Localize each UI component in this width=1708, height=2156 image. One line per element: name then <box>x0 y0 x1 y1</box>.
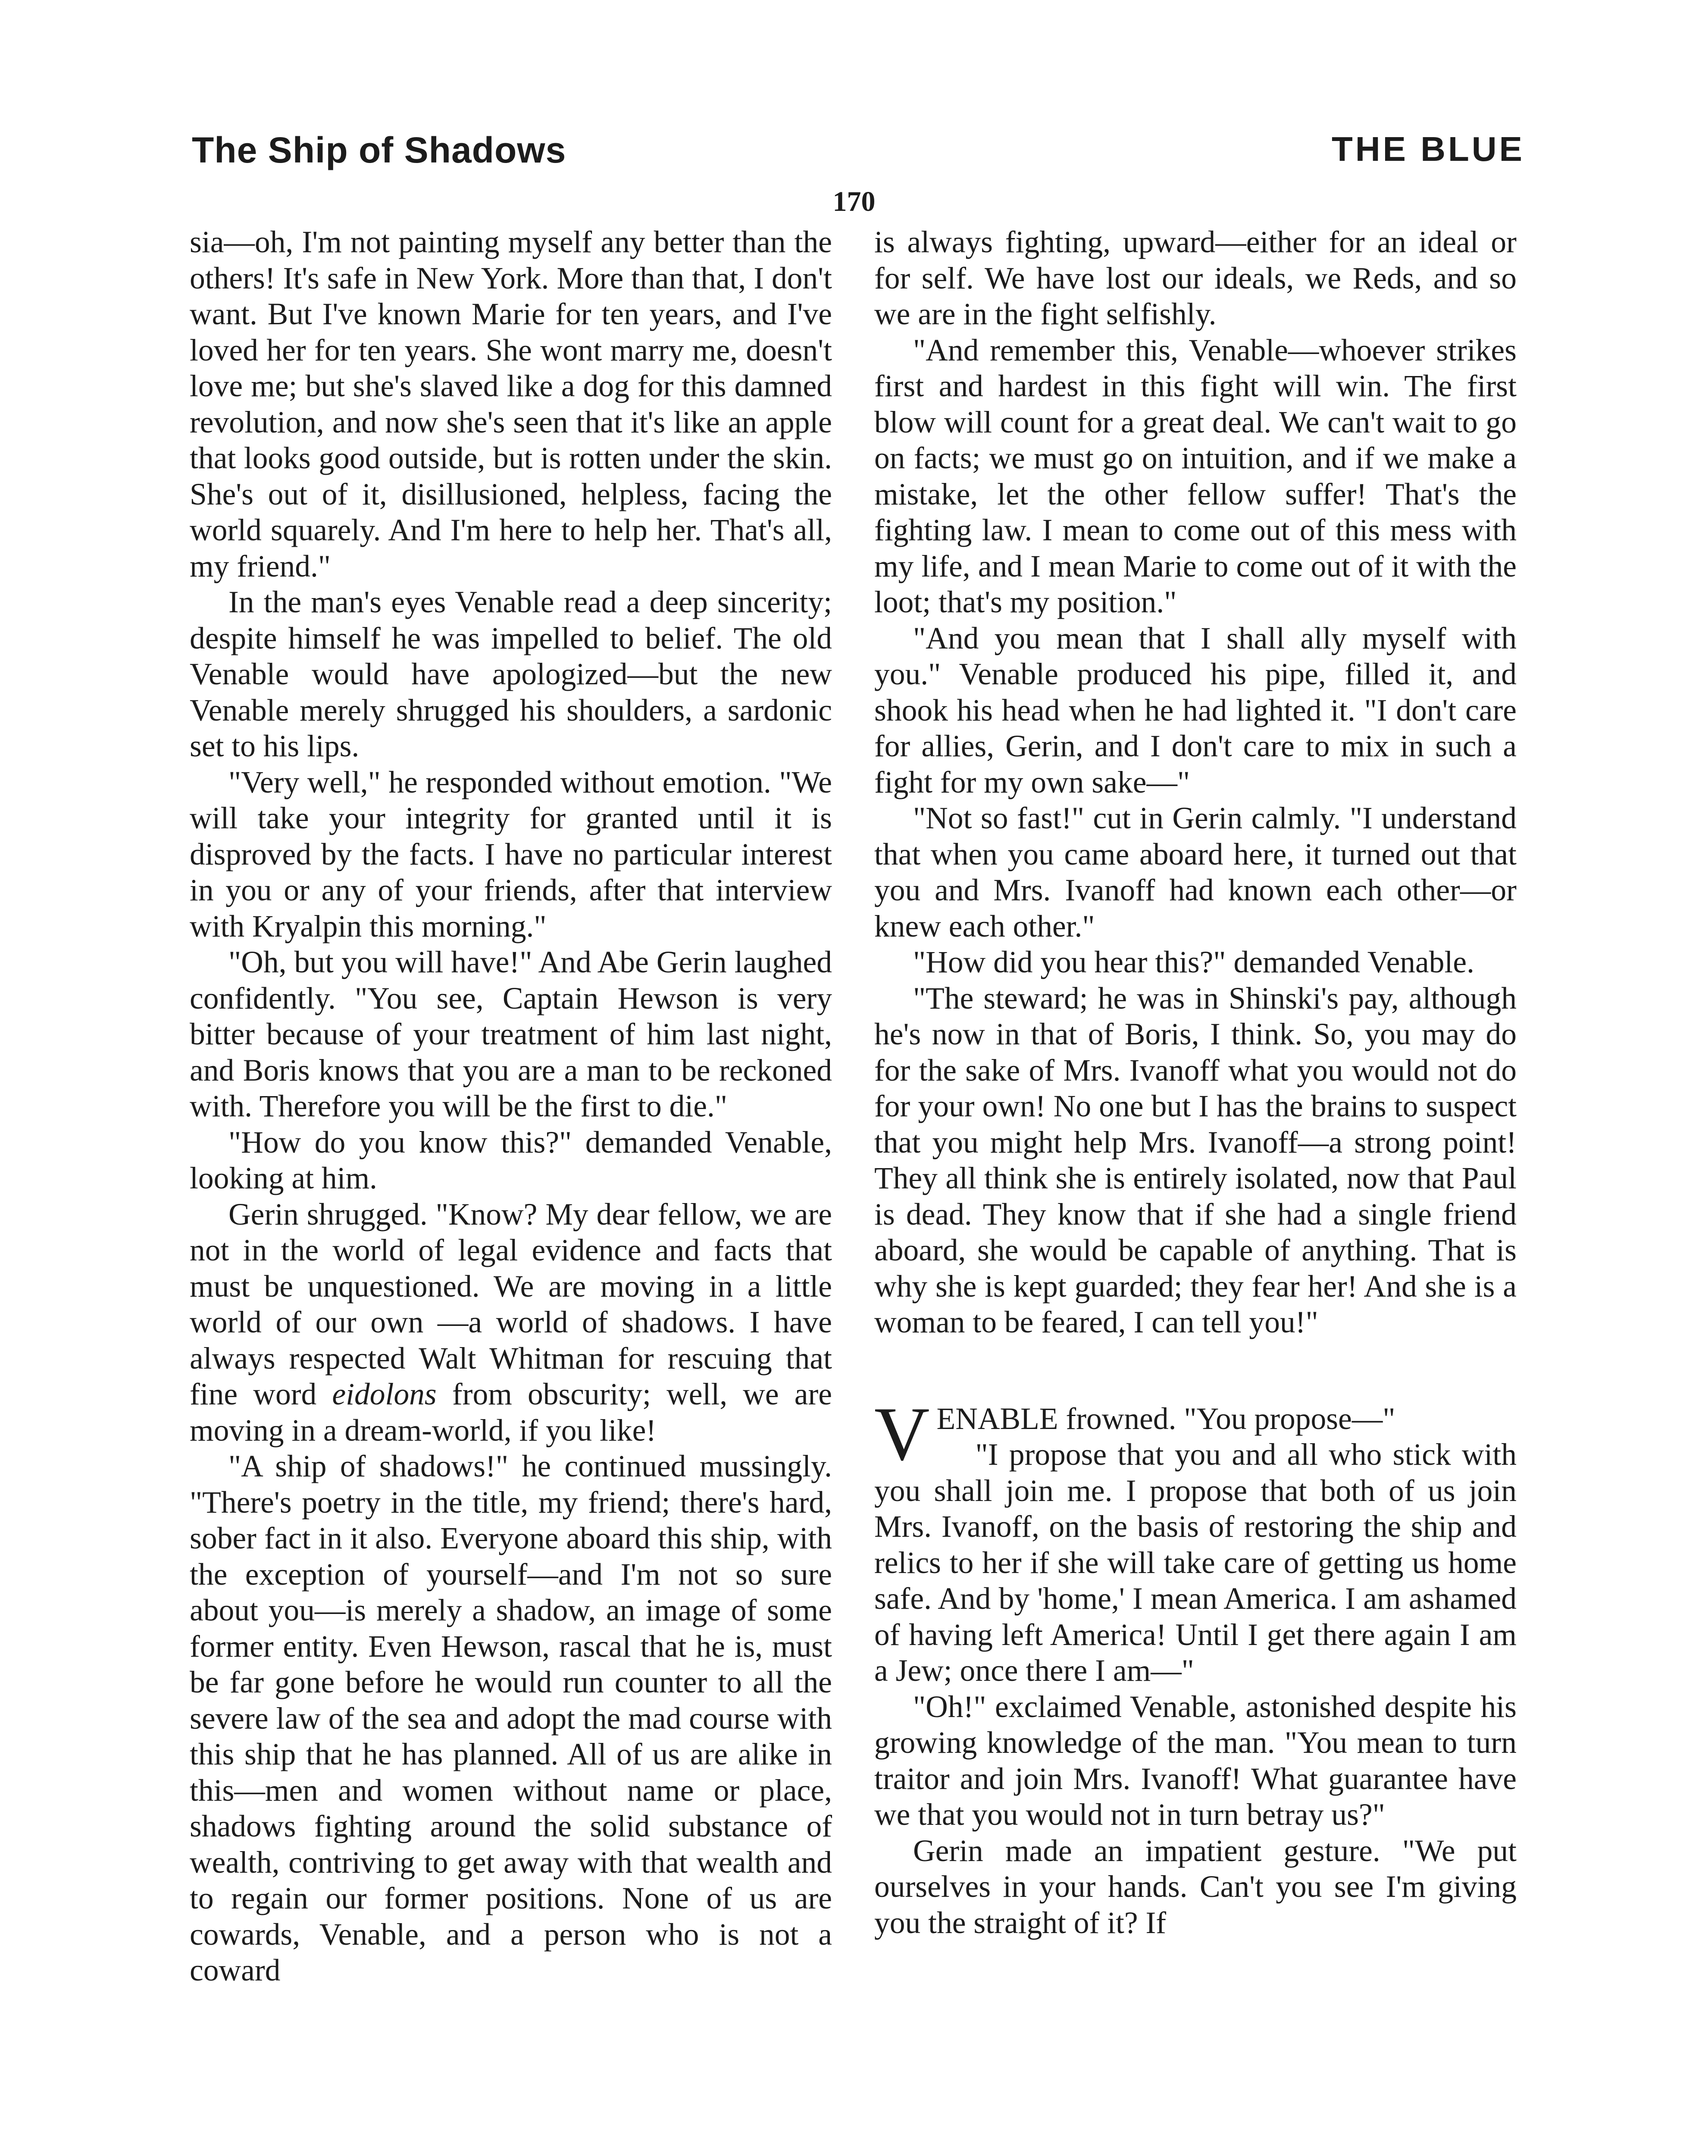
paragraph: "How do you know this?" demanded Venable, looking at him. <box>190 1125 832 1195</box>
paragraph: "Not so fast!" cut in Gerin calmly. "I understand that when you came aboard here, it turned out that you and Mrs. Ivanoff had known each other—or knew each other." <box>874 801 1517 943</box>
paragraph: Gerin made an impatient gesture. "We put ourselves in your hands. Can't you see I'm giving you the straight of it? If <box>874 1833 1517 1940</box>
paragraph: "Oh!" exclaimed Venable, astonished despite his growing knowledge of the man. "You mean to turn traitor and join Mrs. Ivanoff! What guarantee have we that you would not in turn betray us?" <box>874 1689 1517 1832</box>
story-title: The Ship of Shadows <box>192 130 566 170</box>
paragraph: "How did you hear this?" demanded Venable. <box>913 945 1475 979</box>
small-caps-word: ENABLE <box>936 1401 1058 1436</box>
drop-cap: V <box>874 1391 930 1476</box>
paragraph-text: Gerin shrugged. "Know? My dear fellow, we are not in the world of legal evidence and facts that must be unquestioned. We are moving in a little world of our own —a world of shadows. I have always respected Walt Whitman for rescuing that fine word <box>190 1197 832 1411</box>
magazine-title: THE BLUE <box>1332 130 1525 168</box>
left-column <box>190 224 832 1989</box>
paragraph: is always fighting, upward—either for an ideal or for self. We have lost our ideals, we Reds, and so we are in the fight selfishly. <box>874 225 1517 331</box>
right-column <box>874 224 1517 1941</box>
paragraph-text: frowned. "You propose—" <box>1058 1401 1395 1436</box>
running-head <box>192 129 1525 185</box>
paragraph: "And remember this, Venable—whoever strikes first and hardest in this fight will win. The first blow will count for a great deal. We can't wait to go on facts; we must go on intuition, and if we make a mistake, let the other fellow suffer! That's the fighting law. I mean to come out of this mess with my life, and I mean Marie to come out of it with the loot; that's my position." <box>874 333 1517 619</box>
page-number: 170 <box>832 186 876 217</box>
paragraph: "A ship of shadows!" he continued mussingly. "There's poetry in the title, my friend; there's hard, sober fact in it also. Everyone aboard this ship, with the exception of yourself—and I'm not so sure about you—is merely a shadow, an image of some former entity. Even Hewson, rascal that he is, must be far gone before he would run counter to all the severe law of the sea and adopt the mad course with this ship that he has planned. All of us are alike in this—men and women without name or place, shadows fighting around the solid substance of wealth, contriving to get away with that wealth and to regain our former positions. None of us are cowards, Venable, and a person who is not a coward <box>190 1449 832 1987</box>
paragraph-text: from obscurity; well, we are moving in a dream-world, if you like! <box>190 1377 832 1448</box>
italic-word: eidolons <box>332 1377 437 1411</box>
paragraph: sia—oh, I'm not painting myself any better than the others! It's safe in New York. More than that, I don't want. But I've known Marie for ten years, and I've loved her for ten years. She wont marry me, doesn't love me; but she's slaved like a dog for this damned revolution, and now she's seen that it's like an apple that looks good outside, but is rotten under the skin. She's out of it, disillusioned, helpless, facing the world squarely. And I'm here to help her. That's all, my friend." <box>190 225 832 583</box>
paragraph-with-italic <box>190 1197 832 1449</box>
paragraph: "The steward; he was in Shinski's pay, although he's now in that of Boris, I think. So, you may do for the sake of Mrs. Ivanoff what you would not do for your own! No one but I has the brains to suspect that you might help Mrs. Ivanoff—a strong point! They all think she is entirely isolated, now that Paul is dead. They know that if she had a single friend aboard, she would be capable of anything. That is why she is kept guarded; they fear her! And she is a woman to be feared, I can tell you!" <box>874 981 1517 1339</box>
paragraph: "Oh, but you will have!" And Abe Gerin laughed confidently. "You see, Captain Hewson is very bitter because of your treatment of him last night, and Boris knows that you are a man to be reckoned with. Therefore you will be the first to die." <box>190 945 832 1123</box>
dropcap-paragraph <box>874 1391 1517 1476</box>
section-break <box>874 1341 1517 1401</box>
paragraph: In the man's eyes Venable read a deep sincerity; despite himself he was impelled to belief. The old Venable would have apologized—but the new Venable merely shrugged his shoulders, a sardonic set to his lips. <box>190 585 832 763</box>
paragraph: "Very well," he responded without emotion. "We will take your integrity for granted until it is disproved by the facts. I have no particular interest in you or any of your friends, after that interview with Kryalpin this morning." <box>190 765 832 943</box>
paragraph: "And you mean that I shall ally myself with you." Venable produced his pipe, filled it, and shook his head when he had lighted it. "I don't care for allies, Gerin, and I don't care to mix in such a fight for my own sake—" <box>874 621 1517 799</box>
paragraph: "I propose that you and all who stick with you shall join me. I propose that both of us join Mrs. Ivanoff, on the basis of restoring the ship and relics to her if she will take care of getting us home safe. And by 'home,' I mean America. I am ashamed of having left America! Until I get there again I am a Jew; once there I am—" <box>874 1438 1517 1688</box>
